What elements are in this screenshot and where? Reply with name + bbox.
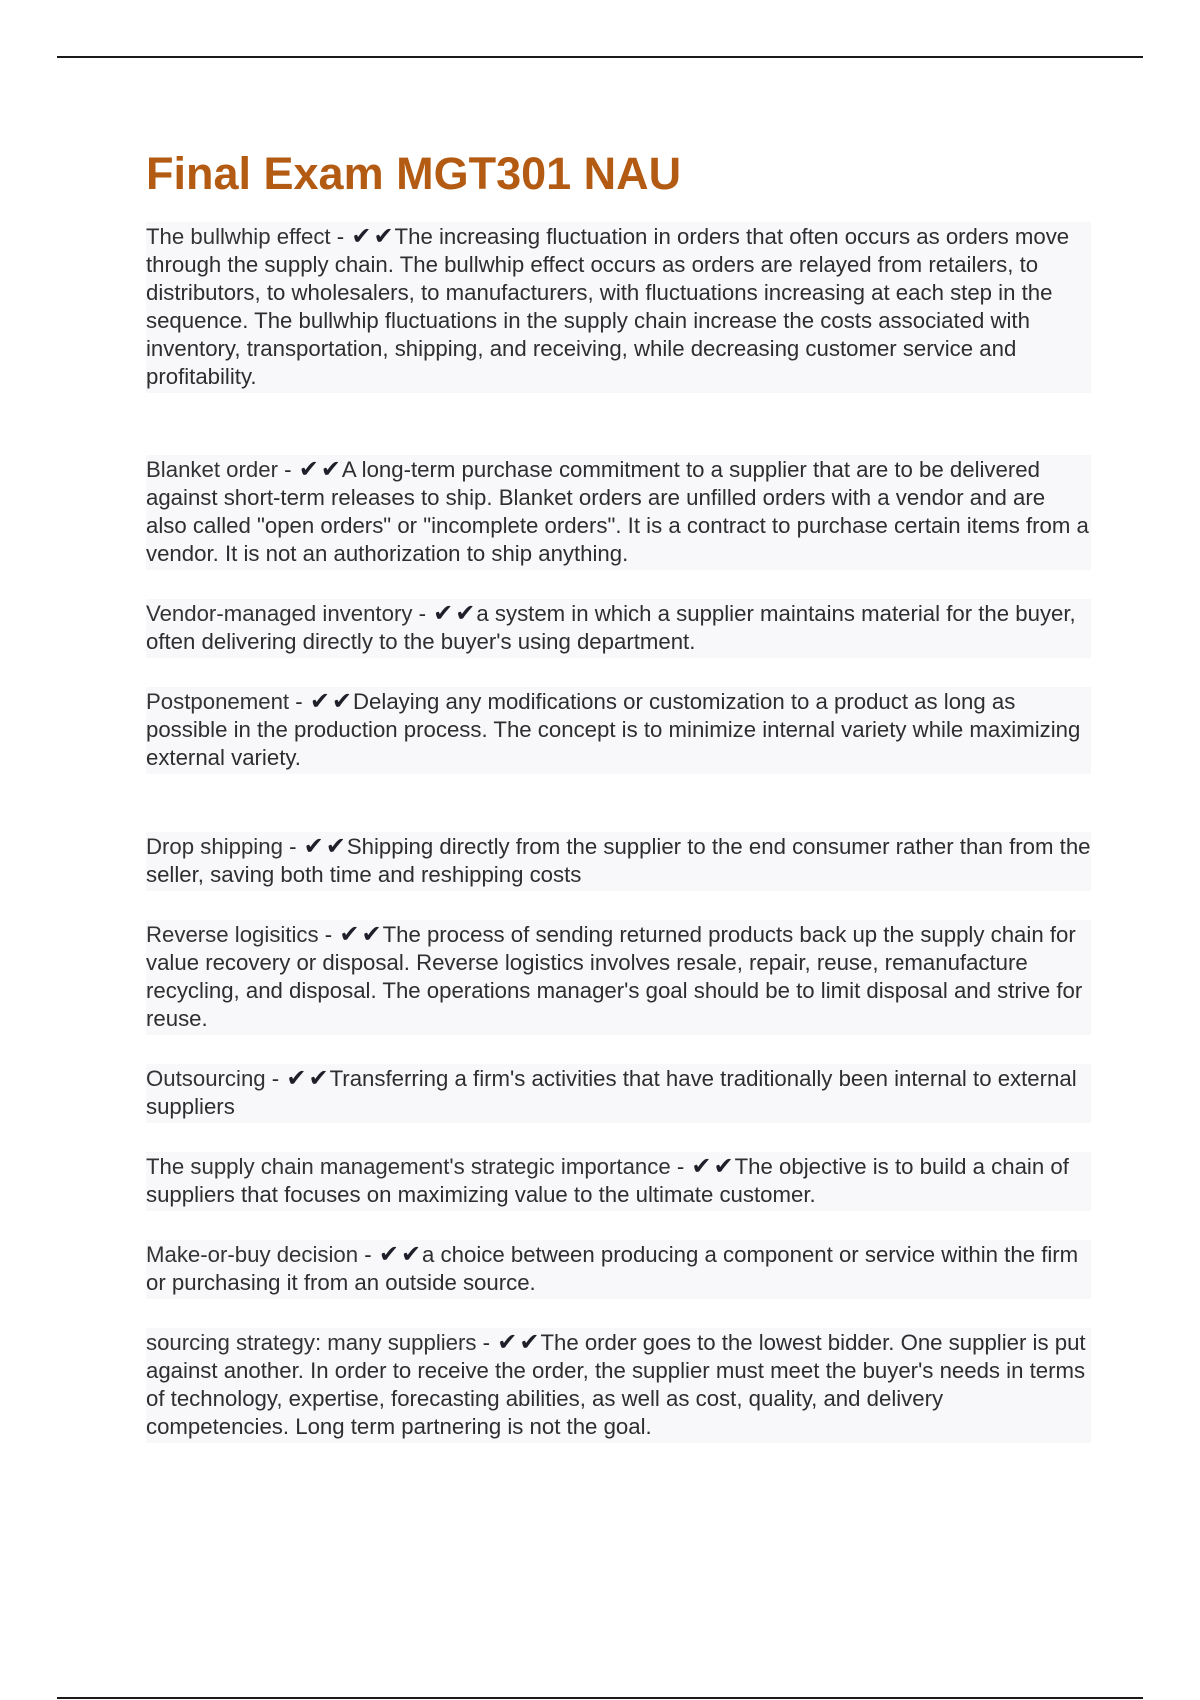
checkmark-icon: ✔ xyxy=(519,1328,540,1356)
flashcard-entry xyxy=(146,599,1091,658)
entry-term: Reverse logisitics xyxy=(146,922,319,947)
flashcard-entry xyxy=(146,455,1091,570)
flashcard-entry xyxy=(146,687,1091,774)
entry-separator: - xyxy=(476,1330,497,1355)
entry-separator: - xyxy=(289,689,309,714)
entry-separator: - xyxy=(358,1242,378,1267)
checkmark-icon: ✔ xyxy=(455,599,476,627)
entry-definition: a choice between producing a component or service within the firm or purchasing it from an outside source. xyxy=(146,1242,1079,1295)
entry-term: Drop shipping xyxy=(146,834,283,859)
entry-definition: A long-term purchase commitment to a supplier that are to be delivered against short-term releases to ship. Blanket orders are unfilled orders with a vendor and are also called "open orders" or "incomplete orders". It is a contract to purchase certain items from a vendor. It is not an authorization to ship anything. xyxy=(146,457,1089,566)
checkmark-icon: ✔ xyxy=(298,455,319,483)
checkmark-icon: ✔ xyxy=(303,832,324,860)
flashcard-entry xyxy=(146,920,1091,1035)
checkmark-icon: ✔ xyxy=(320,455,341,483)
checkmark-icon: ✔ xyxy=(351,222,372,250)
entry-term: Blanket order xyxy=(146,457,278,482)
checkmark-icon: ✔ xyxy=(378,1240,399,1268)
entry-term: The bullwhip effect xyxy=(146,224,331,249)
checkmark-icon: ✔ xyxy=(331,687,353,715)
entry-separator: - xyxy=(670,1154,691,1179)
entry-definition: a system in which a supplier maintains material for the buyer, often delivering directly to the buyer's using department. xyxy=(146,601,1076,654)
checkmark-icon: ✔ xyxy=(497,1328,518,1356)
checkmark-icon: ✔ xyxy=(309,687,330,715)
flashcard-entry xyxy=(146,222,1091,393)
checkmark-icon: ✔ xyxy=(433,599,454,627)
entry-definition: The process of sending returned products back up the supply chain for value recovery or disposal. Reverse logistics involves resale, repair, reuse, remanufacture recycling, and disposal. The operations manager's goal should be to limit disposal and strive for reuse. xyxy=(146,922,1083,1031)
entry-separator: - xyxy=(318,922,339,947)
checkmark-icon: ✔ xyxy=(691,1152,712,1180)
bottom-rule xyxy=(57,1697,1143,1699)
checkmark-icon: ✔ xyxy=(308,1064,329,1092)
document-body xyxy=(146,146,1091,1443)
page-title: Final Exam MGT301 NAU xyxy=(146,148,682,199)
entry-separator: - xyxy=(282,834,303,859)
checkmark-icon: ✔ xyxy=(286,1064,307,1092)
entry-term: sourcing strategy: many suppliers xyxy=(146,1330,477,1355)
entry-term: Vendor-managed inventory xyxy=(146,601,413,626)
top-rule xyxy=(57,56,1143,58)
entry-definition: The order goes to the lowest bidder. One supplier is put against another. In order to receive the order, the supplier must meet the buyer's needs in terms of technology, expertise, forecasting abilities, as well as cost, quality, and delivery competencies. Long term partnering is not the goal. xyxy=(146,1330,1086,1439)
flashcard-entry xyxy=(146,1240,1091,1299)
entry-separator: - xyxy=(277,457,298,482)
entry-definition: The objective is to build a chain of suppliers that focuses on maximizing value to the ultimate customer. xyxy=(146,1154,1069,1207)
checkmark-icon: ✔ xyxy=(339,920,360,948)
entry-definition: Delaying any modifications or customization to a product as long as possible in the production process. The concept is to minimize internal variety while maximizing external variety. xyxy=(146,689,1081,770)
entry-separator: - xyxy=(265,1066,286,1091)
entry-separator: - xyxy=(412,601,433,626)
entry-term: Make-or-buy decision xyxy=(146,1242,359,1267)
entry-definition: Shipping directly from the supplier to the end consumer rather than from the seller, saving both time and reshipping costs xyxy=(146,834,1091,887)
checkmark-icon: ✔ xyxy=(361,920,382,948)
entry-definition: The increasing fluctuation in orders that often occurs as orders move through the supply chain. The bullwhip effect occurs as orders are relayed from retailers, to distributors, to wholesalers, to manufacturers, with fluctuations increasing at each step in the sequence. The bullwhip fluctuations in the supply chain increase the costs associated with inventory, transportation, shipping, and receiving, while decreasing customer service and profitability. xyxy=(146,224,1070,389)
entry-term: The supply chain management's strategic importance xyxy=(146,1154,671,1179)
checkmark-icon: ✔ xyxy=(325,832,346,860)
entry-definition: Transferring a firm's activities that have traditionally been internal to external suppliers xyxy=(146,1066,1077,1119)
entry-term: Postponement xyxy=(146,689,290,714)
entry-term: Outsourcing xyxy=(146,1066,266,1091)
flashcard-entry xyxy=(146,832,1091,891)
flashcard-entry xyxy=(146,1152,1091,1211)
checkmark-icon: ✔ xyxy=(373,222,394,250)
flashcard-entry xyxy=(146,1328,1091,1443)
checkmark-icon: ✔ xyxy=(400,1240,422,1268)
checkmark-icon: ✔ xyxy=(713,1152,734,1180)
entry-separator: - xyxy=(330,224,351,249)
flashcard-entry xyxy=(146,1064,1091,1123)
